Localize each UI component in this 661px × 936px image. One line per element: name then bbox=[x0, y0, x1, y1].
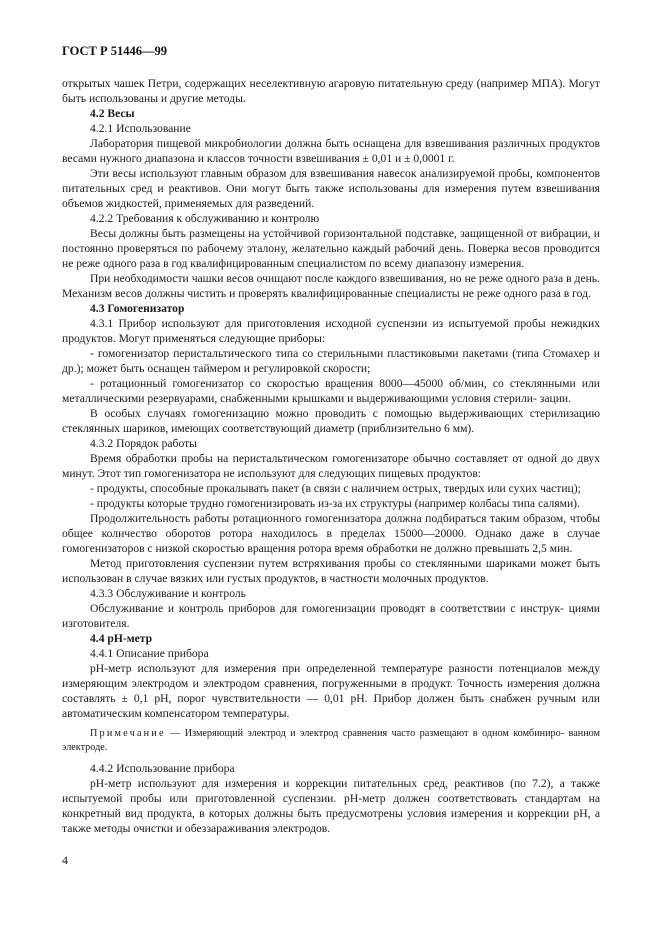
section-heading-4-4: 4.4 рН-метр bbox=[90, 632, 153, 645]
paragraph: рН-метр используют для измерения и коррекции питательных сред, реактивов (по 7.2), а также испытуемой пробы или приготовленной суспензии. рН-метр должен соответствовать стандартам на конкретный вид продукта, в которых должны быть предусмотрены условия измерения и коррекции рН, а также методы очистки и обеззараживания электродов. bbox=[62, 777, 600, 835]
note-text: — Измеряющий электрод и электрод сравнения часто размещают в одном комбиниро- ванном электроде. bbox=[62, 728, 600, 753]
paragraph: В особых случаях гомогенизацию можно проводить с помощью выдерживающих стерилизацию стеклянных шариков, имеющих соответствующий диаметр (приблизительно 6 мм). bbox=[62, 407, 600, 435]
list-item: - гомогенизатор перистальтического типа со стерильными пластиковыми пакетами (типа Стомахер и др.); может быть оснащен таймером и регулировкой скорости; bbox=[62, 347, 600, 375]
list-item: - ротационный гомогенизатор со скоростью вращения 8000—45000 об/мин, со стеклянными или металлическими резервуарами, снабженными крышками и выдерживающими условия стерили- зации. bbox=[62, 377, 600, 405]
paragraph: рН-метр используют для измерения при определенной температуре разности потенциалов между измеряющим электродом и электродом сравнения, погруженными в продукт. Точность измерения должна составлять ± 0,1 рН, порог чувствительности — 0,01 рН. Прибор должен быть снабжен ручным или автоматическим компенсатором температуры. bbox=[62, 662, 600, 720]
paragraph: 4.3.1 Прибор используют для приготовления исходной суспензии из испытуемой пробы нежидких продуктов. Могут применяться следующие приборы: bbox=[62, 317, 600, 345]
paragraph: Весы должны быть размещены на устойчивой горизонтальной подставке, защищенной от вибрации, и постоянно проверяться по рабочему эталону, желательно каждый рабочий день. Поверка весов проводится не реже одного раза в год квалифицированным специалистом по всему диапазону измерения. bbox=[62, 227, 600, 270]
subsection-heading-4-4-1: 4.4.1 Описание прибора bbox=[90, 647, 209, 660]
note-label: Примечание bbox=[90, 728, 166, 739]
document-text bbox=[62, 76, 600, 836]
subsection-heading-4-2-1: 4.2.1 Использование bbox=[90, 122, 191, 135]
subsection-heading-4-2-2: 4.2.2 Требования к обслуживанию и контролю bbox=[90, 212, 320, 225]
page-number: 4 bbox=[62, 853, 68, 867]
subsection-heading-4-3-3: 4.3.3 Обслуживание и контроль bbox=[90, 587, 246, 600]
list-item: - продукты которые трудно гомогенизировать из-за их структуры (например колбасы типа салями). bbox=[90, 497, 580, 510]
paragraph: Метод приготовления суспензии путем встряхивания пробы со стеклянными шариками может быть использован в случае вязких или густых продуктов, в частности молочных продуктов. bbox=[62, 557, 600, 585]
document-header: ГОСТ Р 51446—99 bbox=[62, 44, 168, 58]
subsection-heading-4-3-2: 4.3.2 Порядок работы bbox=[90, 437, 197, 450]
paragraph: открытых чашек Петри, содержащих неселективную агаровую питательную среду (например МПА). Могут быть использованы и другие методы. bbox=[62, 77, 600, 105]
paragraph: Обслуживание и контроль приборов для гомогенизации проводят в соответствии с инструк- циями изготовителя. bbox=[62, 602, 600, 630]
note bbox=[62, 727, 600, 755]
paragraph: Эти весы используют главным образом для взвешивания навесок анализируемой пробы, компонентов питательных сред и реактивов. Они могут быть также использованы для измерения путем взвешивания объемов жидкостей, применяемых для разведений. bbox=[62, 167, 600, 210]
list-item: - продукты, способные прокалывать пакет (в связи с наличием острых, твердых или сухих частиц); bbox=[90, 482, 581, 495]
paragraph: Время обработки пробы на перистальтическом гомогенизаторе обычно составляет от одной до двух минут. Этот тип гомогенизатора не используют для следующих пищевых продуктов: bbox=[62, 452, 600, 480]
section-heading-4-2: 4.2 Весы bbox=[90, 107, 135, 120]
paragraph: Продолжительность работы ротационного гомогенизатора должна подбираться таким образом, чтобы общее количество оборотов ротора находилось в пределах 15000—20000. Однако даже в случае гомогенизаторов с низкой скоростью вращения ротора время обработки не должно превышать 2,5 мин. bbox=[62, 512, 600, 555]
section-heading-4-3: 4.3 Гомогенизатор bbox=[90, 302, 185, 315]
paragraph: Лаборатория пищевой микробиологии должна быть оснащена для взвешивания различных продуктов весами нужного диапазона и классов точности взвешивания ± 0,01 и ± 0,0001 г. bbox=[62, 137, 600, 165]
paragraph: При необходимости чашки весов очищают после каждого взвешивания, но не реже одного раза в день. Механизм весов должны чистить и проверять квалифицированные специалисты не реже одного раза в год. bbox=[62, 272, 600, 300]
subsection-heading-4-4-2: 4.4.2 Использование прибора bbox=[90, 762, 235, 775]
